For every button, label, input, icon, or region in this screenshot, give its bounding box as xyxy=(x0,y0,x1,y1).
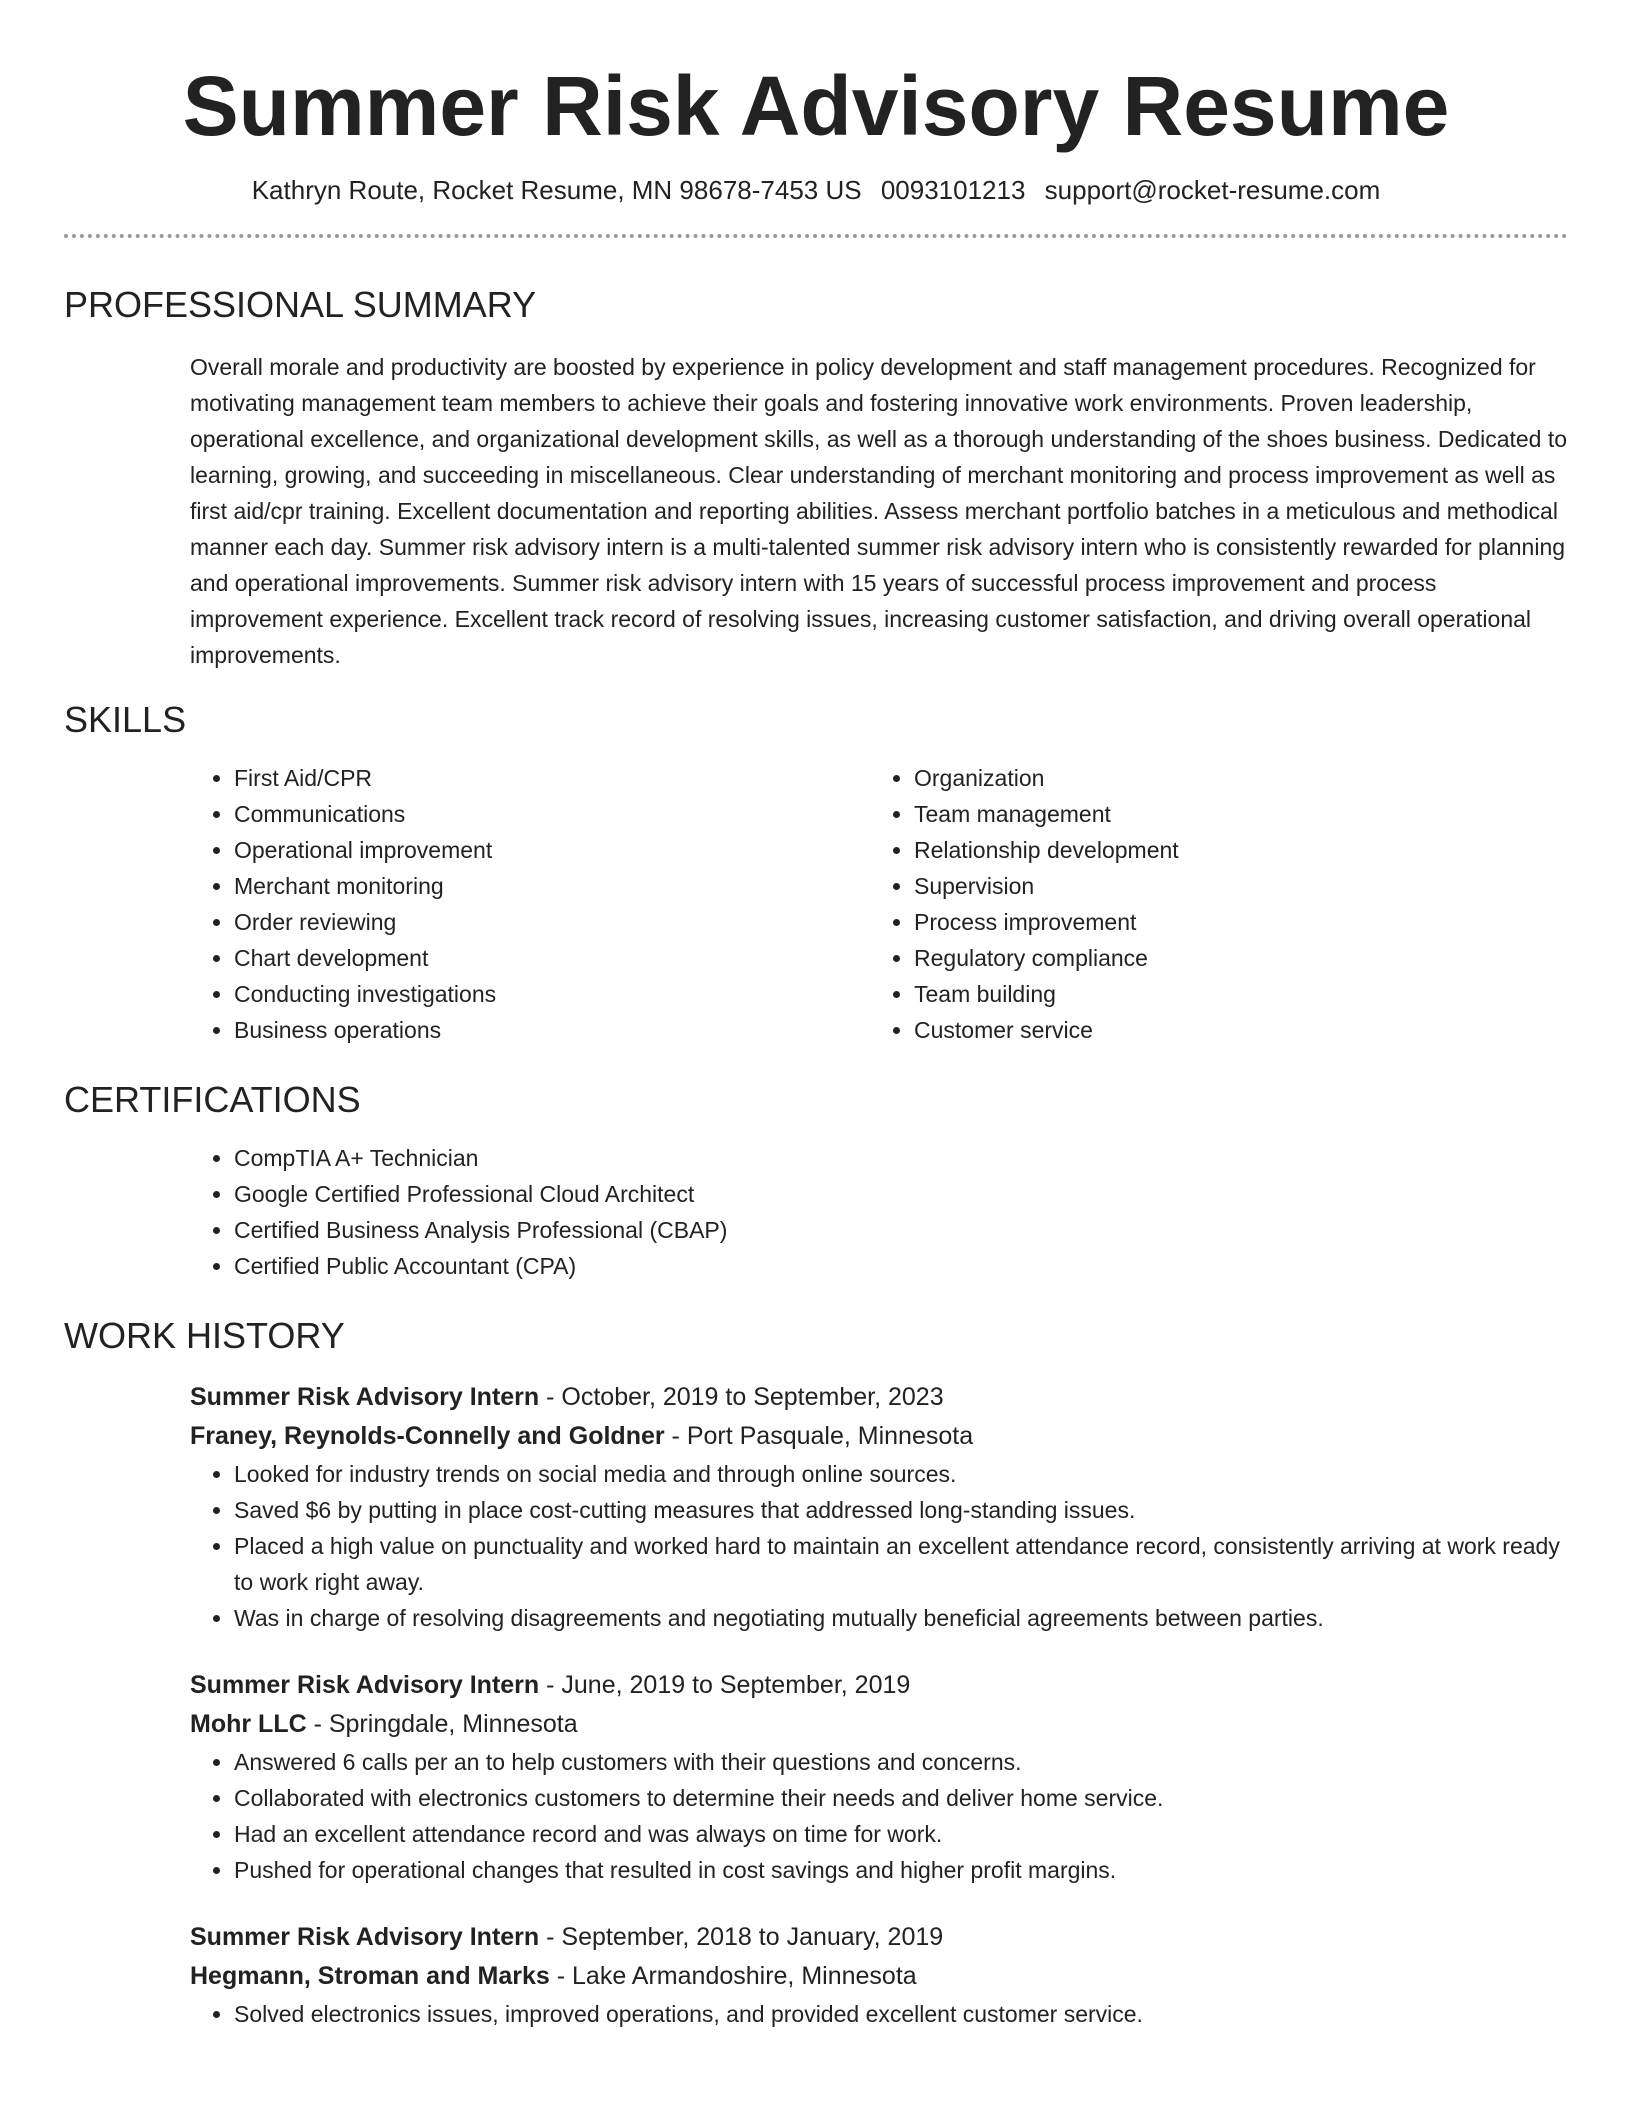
job-entry-3 xyxy=(190,1918,1568,2032)
contact-address: Kathryn Route, Rocket Resume, MN 98678-7453 US xyxy=(251,175,862,205)
skill-item: • Organization xyxy=(914,760,1550,796)
skill-item: • Operational improvement xyxy=(234,832,870,868)
job-company-line xyxy=(190,1417,1568,1456)
skill-item: • Chart development xyxy=(234,940,870,976)
skill-item: • Customer service xyxy=(914,1012,1550,1048)
skill-item: • Team building xyxy=(914,976,1550,1012)
certifications-list xyxy=(190,1140,1568,1284)
summary-text: Overall morale and productivity are boosted by experience in policy development and staff management procedures. Recognized for motivating management team members to achieve their goals and fostering innovative work environments. Proven leadership, operational excellence, and organizational development skills, as well as a thorough understanding of the shoes business. Dedicated to learning, growing, and succeeding in miscellaneous. Clear understanding of merchant monitoring and process improvement as well as first aid/cpr training. Excellent documentation and reporting abilities. Assess merchant portfolio batches in a meticulous and methodical manner each day. Summer risk advisory intern is a multi-talented summer risk advisory intern who is consistently rewarded for planning and operational improvements. Summer risk advisory intern with 15 years of successful process improvement and process improvement experience. Excellent track record of resolving issues, increasing customer satisfaction, and driving overall operational improvements. xyxy=(190,354,1568,668)
job-duty-item: • Collaborated with electronics customers to determine their needs and deliver home service. xyxy=(234,1780,1568,1816)
skills-heading: SKILLS xyxy=(64,699,187,740)
contact-phone: 0093101213 xyxy=(880,175,1026,205)
work-history-heading: WORK HISTORY xyxy=(64,1315,345,1356)
header-divider xyxy=(64,234,1568,238)
job-duty-item: • Was in charge of resolving disagreements and negotiating mutually beneficial agreements between parties. xyxy=(234,1600,1568,1636)
skills-list-right xyxy=(870,760,1550,1048)
certification-item: • CompTIA A+ Technician xyxy=(234,1140,1568,1176)
job-dates: - June, 2019 to September, 2019 xyxy=(539,1671,911,1699)
resume-title: Summer Risk Advisory Resume xyxy=(182,59,1450,153)
job-location: - Port Pasquale, Minnesota xyxy=(664,1422,974,1450)
job-location: - Springdale, Minnesota xyxy=(306,1710,578,1738)
job-duties-list xyxy=(190,1744,1568,1888)
job-duty-item: • Had an excellent attendance record and was always on time for work. xyxy=(234,1816,1568,1852)
job-dates: - September, 2018 to January, 2019 xyxy=(539,1923,944,1951)
job-duty-item: • Answered 6 calls per an to help customers with their questions and concerns. xyxy=(234,1744,1568,1780)
job-title: Summer Risk Advisory Intern xyxy=(190,1671,540,1699)
job-title-line xyxy=(190,1918,1568,1957)
certifications-heading: CERTIFICATIONS xyxy=(64,1079,361,1120)
skill-item: • Supervision xyxy=(914,868,1550,904)
summary-heading: PROFESSIONAL SUMMARY xyxy=(64,284,537,325)
job-company: Mohr LLC xyxy=(190,1710,307,1738)
contact-line xyxy=(64,172,1568,208)
certification-item: • Google Certified Professional Cloud Architect xyxy=(234,1176,1568,1212)
job-location: - Lake Armandoshire, Minnesota xyxy=(549,1962,917,1990)
skill-item: • Merchant monitoring xyxy=(234,868,870,904)
skills-column-right xyxy=(870,760,1550,1048)
job-title: Summer Risk Advisory Intern xyxy=(190,1923,540,1951)
job-dates: - October, 2019 to September, 2023 xyxy=(539,1383,944,1411)
skill-item: • Order reviewing xyxy=(234,904,870,940)
job-company-line xyxy=(190,1957,1568,1996)
job-duty-item: • Placed a high value on punctuality and worked hard to maintain an excellent attendance record, consistently arriving at work ready to work right away. xyxy=(234,1528,1568,1600)
job-title-line xyxy=(190,1666,1568,1705)
skill-item: • Process improvement xyxy=(914,904,1550,940)
certification-item: • Certified Business Analysis Professional (CBAP) xyxy=(234,1212,1568,1248)
job-duties-list xyxy=(190,1996,1568,2032)
skill-item: • Communications xyxy=(234,796,870,832)
contact-email: support@rocket-resume.com xyxy=(1044,175,1381,205)
skill-item: • Conducting investigations xyxy=(234,976,870,1012)
job-title-line xyxy=(190,1378,1568,1417)
job-duty-item: • Saved $6 by putting in place cost-cutting measures that addressed long-standing issues. xyxy=(234,1492,1568,1528)
certifications-list-wrapper xyxy=(190,1140,1568,1284)
skill-item: • Regulatory compliance xyxy=(914,940,1550,976)
skill-item: • First Aid/CPR xyxy=(234,760,870,796)
skill-item: • Team management xyxy=(914,796,1550,832)
skills-column-left xyxy=(190,760,870,1048)
job-entry-2 xyxy=(190,1666,1568,1888)
job-title: Summer Risk Advisory Intern xyxy=(190,1383,540,1411)
job-duties-list xyxy=(190,1456,1568,1636)
skill-item: • Business operations xyxy=(234,1012,870,1048)
certification-item: • Certified Public Accountant (CPA) xyxy=(234,1248,1568,1284)
job-entry-1 xyxy=(190,1378,1568,1636)
job-duty-item: • Solved electronics issues, improved operations, and provided excellent customer service. xyxy=(234,1996,1568,2032)
job-company: Hegmann, Stroman and Marks xyxy=(190,1962,550,1990)
skills-columns xyxy=(190,760,1568,1048)
job-company: Franey, Reynolds-Connelly and Goldner xyxy=(190,1422,665,1450)
skills-list-left xyxy=(190,760,870,1048)
job-duty-item: • Looked for industry trends on social media and through online sources. xyxy=(234,1456,1568,1492)
skill-item: • Relationship development xyxy=(914,832,1550,868)
job-company-line xyxy=(190,1705,1568,1744)
job-duty-item: • Pushed for operational changes that resulted in cost savings and higher profit margins. xyxy=(234,1852,1568,1888)
